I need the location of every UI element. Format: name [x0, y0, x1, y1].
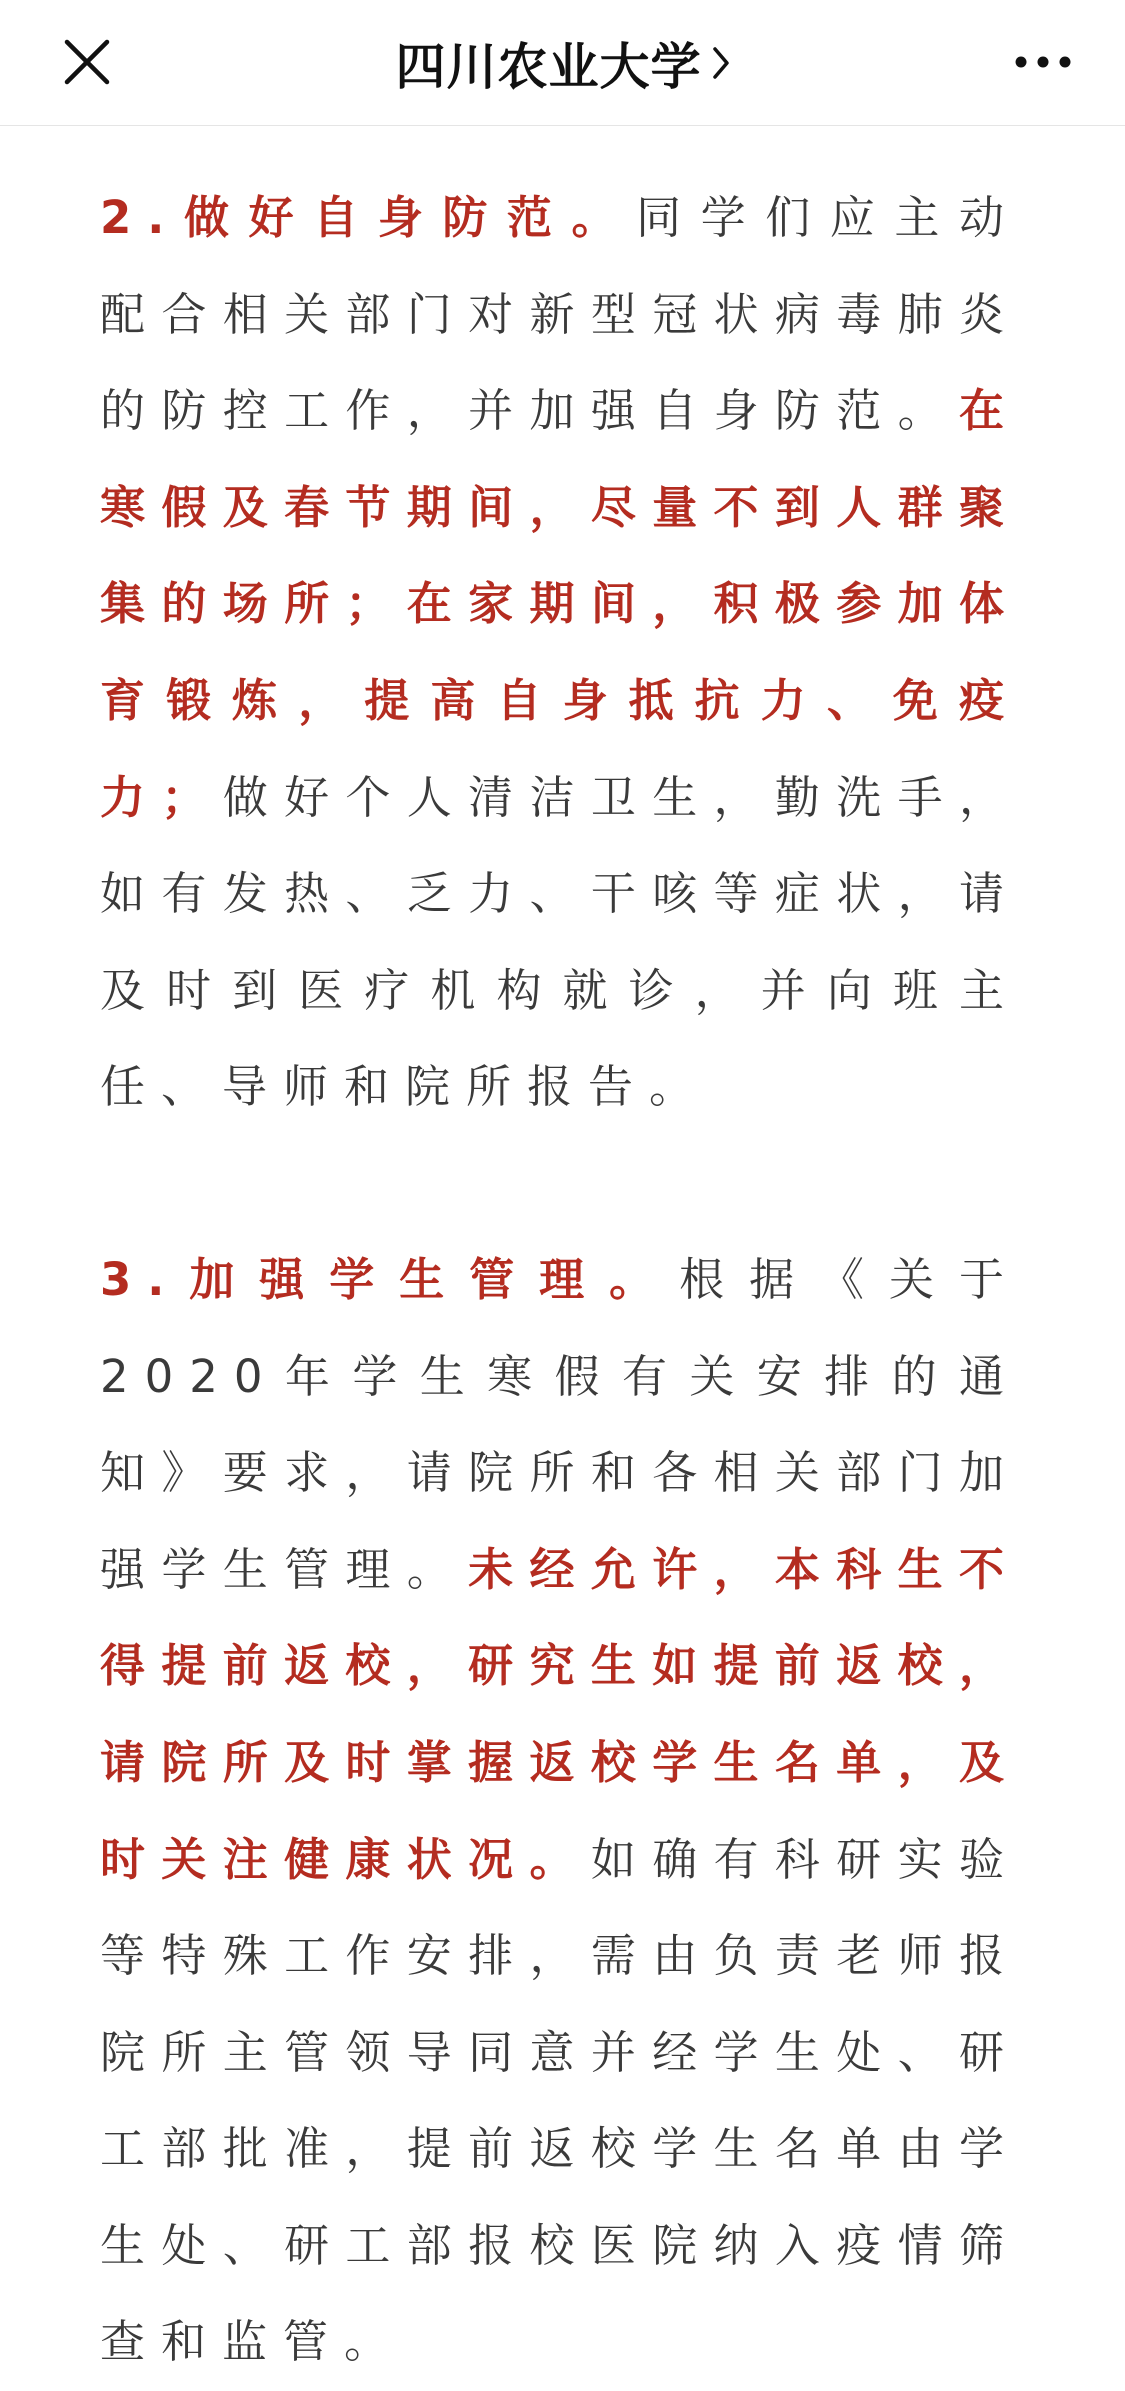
- chevron-right-icon: [712, 46, 730, 80]
- more-options-button[interactable]: [1003, 30, 1083, 94]
- paragraph-heading: 3.加强学生管理。: [100, 1252, 680, 1306]
- paragraph-text: 做好个人清洁卫生，勤洗手，如有发热、乏力、干咳等症状，请及时到医疗机构就诊，并向班主任、导师和院所报告。: [100, 770, 1020, 1114]
- article-body: [100, 170, 1020, 2391]
- more-dots-icon: [1014, 55, 1072, 69]
- top-nav-bar: [0, 0, 1125, 126]
- paragraph-student-management: [100, 1232, 1020, 2391]
- paragraph-heading: 2.做好自身防范。: [100, 191, 637, 244]
- emphasis-text: 在寒假及春节期间，尽量不到人群聚集的场所；在家期间，积极参加体育锻炼，提高自身抵抗力、免疫力；: [100, 384, 1020, 824]
- emphasis-text: 未经允许，本科生不得提前返校，研究生如提前返校，请院所及时掌握返校学生名单，及时关注健康状况。: [100, 1542, 1020, 1886]
- page-title: 四川农业大学: [395, 38, 702, 96]
- paragraph-text: 同学们应主动配合相关部门对新型冠状病毒肺炎的防控工作，并加强自身防范。: [100, 191, 1020, 438]
- paragraph-text: 如确有科研实验等特殊工作安排，需由负责老师报院所主管领导同意并经学生处、研工部批准，提前返校学生名单由学生处、研工部报校医院纳入疫情筛查和监管。: [100, 1832, 1020, 2369]
- paragraph-text: 根据《关于2020年学生寒假有关安排的通知》要求，请院所和各相关部门加强学生管理。: [100, 1252, 1020, 1596]
- account-title-link[interactable]: [0, 0, 1125, 126]
- paragraph-self-protection: [100, 170, 1020, 1136]
